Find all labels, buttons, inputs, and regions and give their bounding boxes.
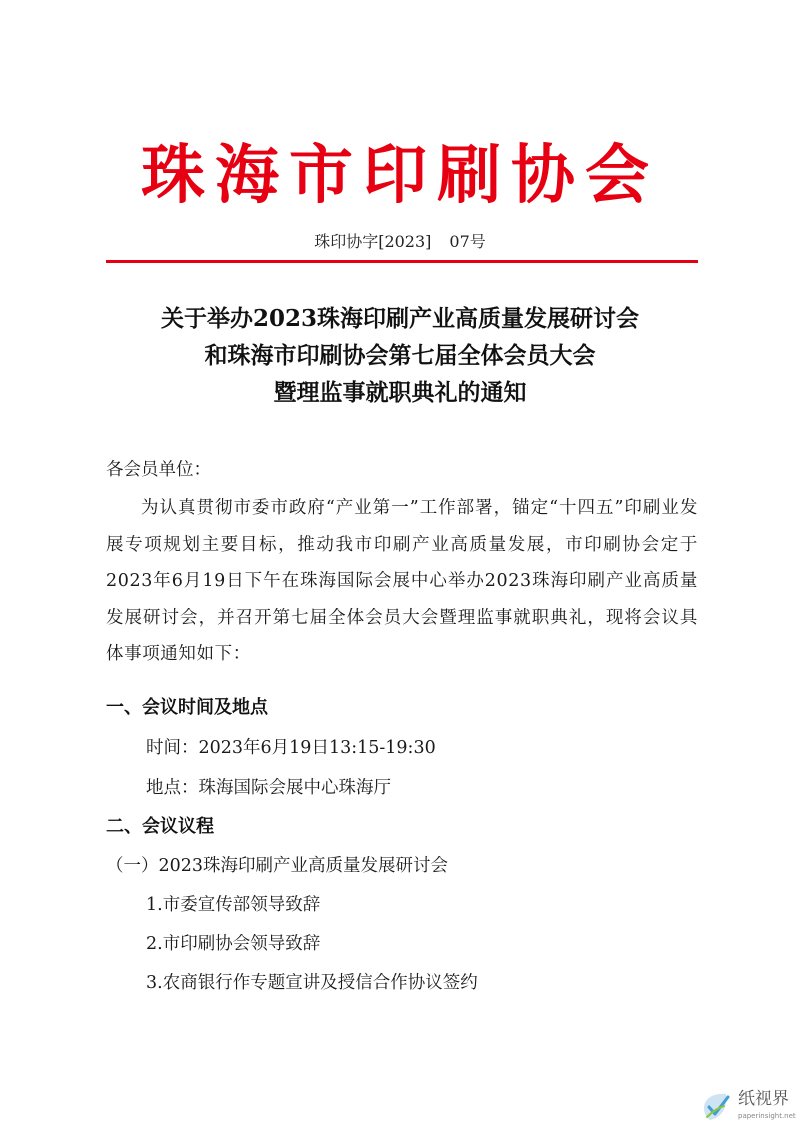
document-number-prefix: 珠印协字[2023] — [314, 232, 432, 251]
salutation: 各会员单位： — [106, 460, 211, 480]
headline-line-2: 和珠海市印刷协会第七届全体会员大会 — [204, 342, 596, 369]
section-1-heading: 一、会议时间及地点 — [106, 697, 268, 718]
document-number — [0, 230, 800, 254]
agenda-subheading: （一）2023珠海印刷产业高质量发展研讨会 — [106, 856, 449, 876]
watermark-url: paperinsight.net — [738, 1112, 796, 1120]
watermark-logo — [700, 1086, 796, 1128]
meeting-place: 地点：珠海国际会展中心珠海厅 — [146, 778, 391, 798]
headline-line-3: 暨理监事就职典礼的通知 — [273, 379, 527, 406]
notice-headline — [0, 300, 800, 411]
meeting-time: 时间：2023年6月19日13:15-19:30 — [146, 738, 436, 758]
intro-paragraph: 为认真贯彻市委市政府“产业第一”工作部署，锚定“十四五”印刷业发展专项规划主要目标，推动我市印刷产业高质量发展，市印刷协会定于2023年6月19日下午在珠海国际会展中心举办2023珠海印刷产业高质量发展研讨会，并召开第七届全体会员大会暨理监事就职典礼，现将会议具体事项通知如下： — [106, 498, 698, 664]
agenda-item: 2.市印刷协会领导致辞 — [146, 934, 321, 954]
agenda-item: 3.农商银行作专题宣讲及授信合作协议签约 — [146, 973, 478, 993]
headline-line-1: 关于举办2023珠海印刷产业高质量发展研讨会 — [160, 305, 639, 332]
document-number-suffix: 07号 — [449, 232, 486, 251]
letterhead-red-rule — [106, 260, 698, 263]
org-letterhead-title: 珠海市印刷协会 — [141, 138, 659, 213]
agenda-item: 1.市委宣传部领导致辞 — [146, 895, 321, 915]
leaf-check-icon — [700, 1090, 734, 1124]
section-2-heading: 二、会议议程 — [106, 816, 214, 837]
watermark-brand: 纸视界 — [738, 1089, 789, 1109]
